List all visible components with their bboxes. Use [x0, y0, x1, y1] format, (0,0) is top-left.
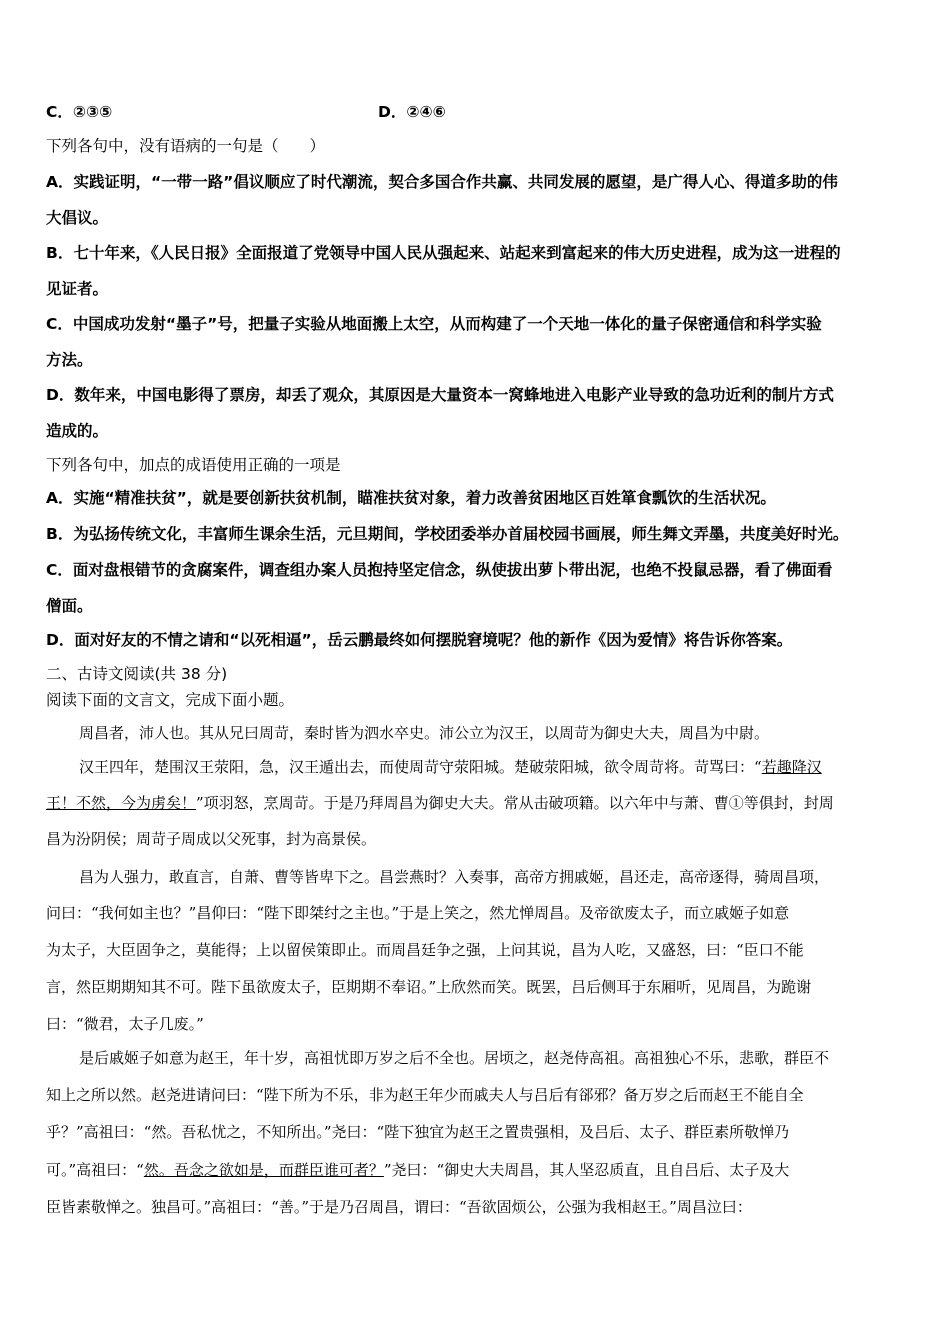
passage-paragraph-3-line3: 为太子，大臣固争之，莫能得；上以留侯策即止。而周昌廷争之强，上问其说，昌为人吃，又盛怒，曰：“臣口不能 [46, 941, 804, 959]
q2-option-c-line2: 僧面。 [46, 597, 93, 615]
q2-option-b: B．为弘扬传统文化，丰富师生课余生活，元旦期间，学校团委举办首届校园书画展，师生舞文弄墨，共度美好时光。 [46, 525, 849, 543]
option-c-top: C．②③⑤ [46, 103, 113, 121]
passage-paragraph-3-line2: 问曰：“我何如主也？”昌仰曰：“陛下即桀纣之主也。”于是上笑之，然尤惮周昌。及帝欲废太子，而立戚姬子如意 [46, 904, 790, 922]
q1-option-a-line2: 大倡议。 [46, 209, 109, 227]
question-1-stem: 下列各句中，没有语病的一句是（ ） [46, 137, 326, 155]
passage-text: ”尧曰：“御史大夫周昌，其人坚忍质直，且自吕后、太子及大 [383, 1161, 790, 1179]
q1-option-b-line1: B．七十年来，《人民日报》全面报道了党领导中国人民从强起来、站起来到富起来的伟大历史进程，成为这一进程的 [46, 244, 841, 262]
underlined-sentence: 若趣降汉 [761, 758, 822, 776]
passage-paragraph-3-line4: 言，然臣期期知其不可。陛下虽欲废太子，臣期期不奉诏。”上欣然而笑。既罢，吕后侧耳于东厢听，见周昌，为跪谢 [46, 978, 812, 996]
question-2-stem: 下列各句中，加点的成语使用正确的一项是 [46, 456, 341, 474]
q1-option-c-line2: 方法。 [46, 351, 93, 369]
passage-paragraph-3-line1: 昌为人强力，敢直言，自萧、曹等皆卑下之。昌尝燕时？入奏事，高帝方拥戚姬，昌还走，高帝逐得，骑周昌项， [79, 868, 830, 886]
passage-paragraph-4-line1: 是后戚姬子如意为赵王，年十岁，高祖忧即万岁之后不全也。居顷之，赵尧侍高祖。高祖独心不乐，悲歌，群臣不 [79, 1049, 830, 1067]
passage-paragraph-4-line5: 臣皆素敬惮之。独昌可。”高祖曰：“善。”于是乃召周昌，谓曰：“吾欲固烦公，公强为我相赵王。”周昌泣曰： [46, 1198, 752, 1216]
passage-paragraph-1: 周昌者，沛人也。其从兄曰周苛，秦时皆为泗水卒史。沛公立为汉王，以周苛为御史大夫，周昌为中尉。 [79, 724, 770, 742]
q2-option-d: D．面对好友的不情之请和“以死相逼”，岳云鹏最终如何摆脱窘境呢？他的新作《因为爱情》将告诉你答案。 [46, 631, 793, 649]
underlined-sentence: 王！不然，今为虏矣！ [46, 794, 197, 812]
passage-paragraph-4-line2: 知上之所以然。赵尧进请问曰：“陛下所为不乐，非为赵王年少而戚夫人与吕后有郤邪？备万岁之后而赵王不能自全 [46, 1086, 804, 1104]
passage-text: 汉王四年，楚围汉王荥阳，急，汉王遁出去，而使周苛守荥阳城。楚破荥阳城，欲令周苛将。苛骂曰：“ [79, 758, 762, 776]
passage-paragraph-4-line3: 乎？”高祖曰：“然。吾私忧之，不知所出。”尧曰：“陛下独宜为赵王之置贵强相，及吕后、太子、群臣素所敬惮乃 [46, 1123, 790, 1141]
passage-paragraph-2-line1 [79, 757, 822, 777]
q1-option-c-line1: C．中国成功发射“墨子”号，把量子实验从地面搬上太空，从而构建了一个天地一体化的量子保密通信和科学实验 [46, 315, 822, 333]
q2-option-a: A．实施“精准扶贫”，就是要创新扶贫机制，瞄准扶贫对象，着力改善贫困地区百姓箪食瓢饮的生活状况。 [46, 489, 776, 507]
section-title: 二、古诗文阅读(共 38 分) [46, 665, 228, 683]
section-intro: 阅读下面的文言文，完成下面小题。 [46, 691, 295, 709]
passage-paragraph-2-line3: 昌为汾阴侯；周苛子周成以父死事，封为高景侯。 [46, 830, 377, 848]
q2-option-c-line1: C．面对盘根错节的贪腐案件，调查组办案人员抱持坚定信念，纵使拔出萝卜带出泥，也绝不投鼠忌器，看了佛面看 [46, 561, 833, 579]
q1-option-b-line2: 见证者。 [46, 280, 109, 298]
passage-text: 可。”高祖曰：“ [46, 1161, 144, 1179]
passage-paragraph-4-line4 [46, 1160, 789, 1180]
passage-paragraph-3-line5: 曰：“微君，太子几废。” [46, 1015, 204, 1033]
passage-paragraph-2-line2 [46, 793, 834, 813]
option-d-top: D．②④⑥ [378, 103, 446, 121]
q1-option-a-line1: A．实践证明，“一带一路”倡议顺应了时代潮流，契合多国合作共赢、共同发展的愿望，是广得人心、得道多助的伟 [46, 173, 838, 191]
underlined-sentence: 然。吾念之欲如是，而群臣谁可者？ [143, 1161, 384, 1179]
q1-option-d-line1: D．数年来，中国电影得了票房，却丢了观众，其原因是大量资本一窝蜂地进入电影产业导致的急功近利的制片方式 [46, 386, 834, 404]
q1-option-d-line2: 造成的。 [46, 422, 109, 440]
passage-text: ”项羽怒，烹周苛。于是乃拜周昌为御史大夫。常从击破项籍。以六年中与萧、曹①等俱封，封周 [196, 794, 834, 812]
